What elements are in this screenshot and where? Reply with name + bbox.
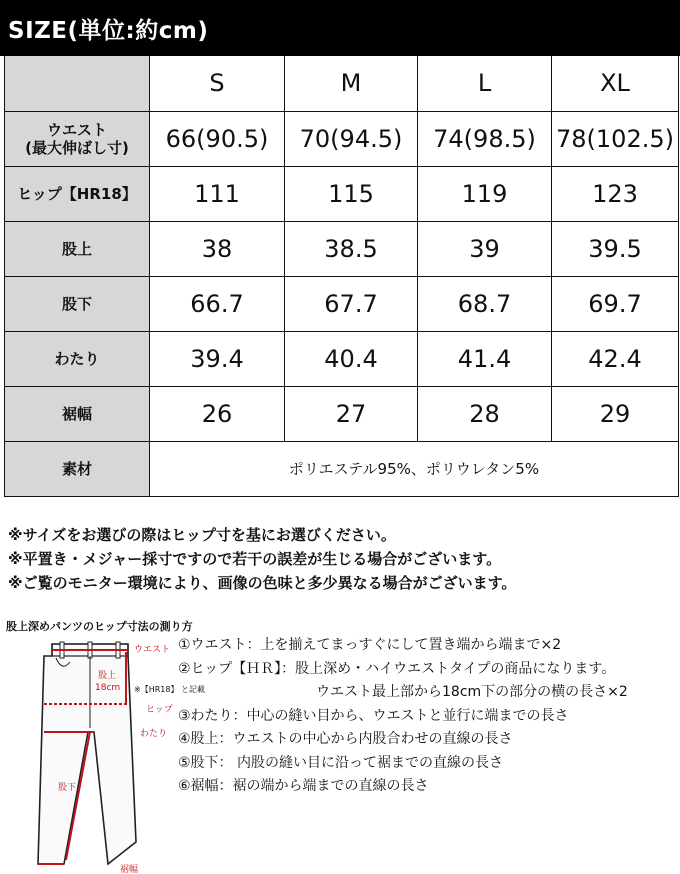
note-line: ※平置き・メジャー採寸ですので若干の誤差が生じる場合がございます。 [8, 550, 502, 568]
table-cell: 67.7 [285, 276, 418, 331]
table-row [5, 276, 679, 331]
row-label-text: ウエスト [46, 120, 107, 139]
notes [8, 523, 676, 595]
col-header-s: S [150, 56, 285, 111]
table-cell: 119 [418, 166, 552, 221]
note-line: ※ご覧のモニター環境により、画像の色味と多少異なる場合がございます。 [8, 574, 517, 592]
diagram-label-waist: ウエスト [134, 645, 171, 655]
diagram-label-inseam: 股下 [58, 783, 77, 793]
pants-diagram [0, 632, 205, 874]
table-row [5, 221, 679, 276]
row-label-subtext: (最大伸ばし寸) [25, 138, 129, 157]
guide-item-thigh: ③わたり：中心の縫い目から、ウエストと並行に端までの長さ [178, 707, 569, 724]
guide-item-waist: ①ウエスト：上を揃えてまっすぐにして置き端から端まで×2 [178, 637, 562, 653]
col-header-l: L [418, 56, 552, 111]
table-corner [5, 56, 150, 111]
page-title: SIZE(単位:約cm) [8, 17, 209, 44]
guide-item-hip-detail: ウエスト最上部から18cm下の部分の横の長さ×2 [316, 684, 628, 700]
diagram-label-hem: 裾幅 [120, 865, 139, 874]
row-label-thigh: わたり [5, 331, 150, 386]
table-cell: 28 [418, 386, 552, 441]
size-header [0, 0, 680, 56]
guide-title: 股上深めパンツのヒップ寸法の測り方 [6, 620, 193, 633]
table-cell: 111 [150, 166, 285, 221]
table-cell: 69.7 [552, 276, 679, 331]
table-cell: 68.7 [418, 276, 552, 331]
table-cell: 29 [552, 386, 679, 441]
table-cell: 38.5 [285, 221, 418, 276]
table-cell: 39 [418, 221, 552, 276]
table-cell: 123 [552, 166, 679, 221]
guide-item-rise: ④股上：ウエストの中心から内股合わせの直線の長さ [178, 731, 513, 747]
table-cell: 39.5 [552, 221, 679, 276]
measure-guide-list [178, 634, 678, 799]
row-label-inseam: 股下 [5, 276, 150, 331]
row-label-hip: ヒップ【HR18】 [5, 166, 150, 221]
row-label-rise: 股上 [5, 221, 150, 276]
table-row [5, 111, 679, 166]
table-cell: 42.4 [552, 331, 679, 386]
row-label-waist [5, 111, 150, 166]
guide-item-hem: ⑥裾幅：裾の端から端までの直線の長さ [178, 778, 429, 794]
table-cell: 39.4 [150, 331, 285, 386]
pants-outline [38, 644, 136, 864]
guide-item-hip: ②ヒップ【ＨＲ】：股上深め・ハイウエストタイプの商品になります。 [178, 660, 616, 677]
table-header-row [5, 56, 679, 111]
table-row [5, 331, 679, 386]
table-cell: 66.7 [150, 276, 285, 331]
row-label-material: 素材 [5, 441, 150, 496]
diagram-label-thigh: わたり [140, 729, 168, 739]
table-row [5, 166, 679, 221]
table-cell: 27 [285, 386, 418, 441]
table-cell: 66(90.5) [150, 111, 285, 166]
table-cell: 78(102.5) [552, 111, 679, 166]
table-cell: 70(94.5) [285, 111, 418, 166]
table-cell: 115 [285, 166, 418, 221]
note-line: ※サイズをお選びの際はヒップ寸を基にお選びください。 [8, 526, 396, 544]
diagram-label-rise: 股上 [98, 671, 117, 681]
row-label-hem: 裾幅 [5, 386, 150, 441]
col-header-xl: XL [552, 56, 679, 111]
col-header-m: M [285, 56, 418, 111]
table-row [5, 386, 679, 441]
diagram-label-note: ※【HR18】 と記載 [134, 685, 205, 694]
table-cell: 74(98.5) [418, 111, 552, 166]
table-cell: 38 [150, 221, 285, 276]
material-value: ポリエステル95%、ポリウレタン5% [150, 441, 679, 496]
table-cell: 40.4 [285, 331, 418, 386]
diagram-label-rise-len: 18cm [95, 683, 121, 693]
guide-item-inseam: ⑤股下： 内股の縫い目に沿って裾までの直線の長さ [178, 754, 503, 771]
size-table [4, 56, 679, 497]
table-cell: 26 [150, 386, 285, 441]
table-row [5, 441, 679, 496]
diagram-label-hip: ヒップ [146, 705, 173, 715]
table-cell: 41.4 [418, 331, 552, 386]
